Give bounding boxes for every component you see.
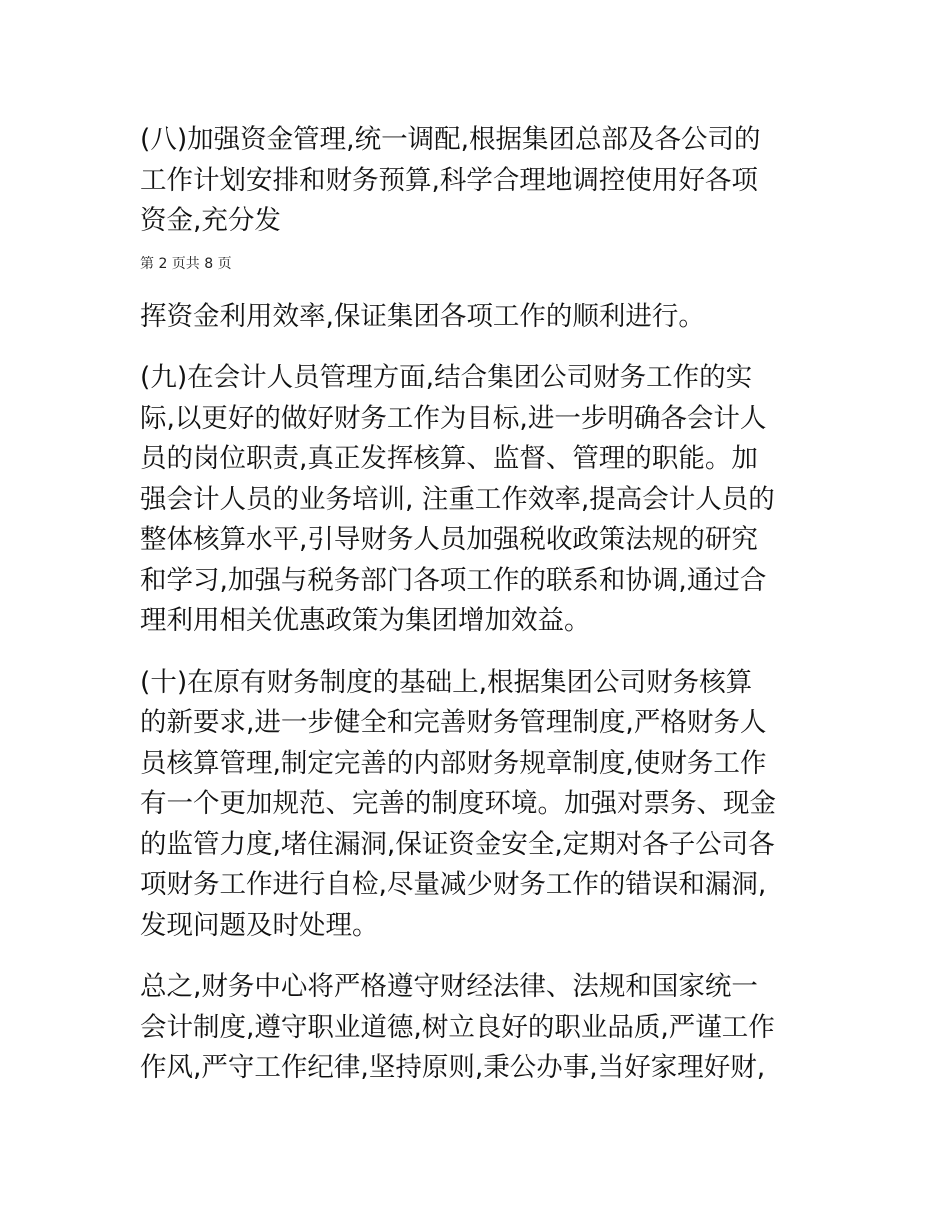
text-line: 有一个更加规范、完善的制度环境。加强对票务、现金 xyxy=(140,788,776,819)
text-line: 理利用相关优惠政策为集团增加效益。 xyxy=(140,605,591,636)
text-line: 的新要求,进一步健全和完善财务管理制度,严格财务人 xyxy=(140,707,767,738)
text-line: 作风,严守工作纪律,坚持原则,秉公办事,当好家理好财, xyxy=(140,1052,766,1083)
paragraph-8 xyxy=(140,120,820,242)
text-line: 工作计划安排和财务预算,科学合理地调控使用好各项 xyxy=(140,164,758,196)
paragraph-8-continued xyxy=(140,297,820,338)
paragraph-10 xyxy=(140,663,820,947)
text-line: (十)在原有财务制度的基础上,根据集团公司财务核算 xyxy=(140,666,753,698)
text-line: 总之,财务中心将严格遵守财经法律、法规和国家统一 xyxy=(140,971,758,1002)
document-page xyxy=(140,120,820,1089)
text-line: 员核算管理,制定完善的内部财务规章制度,使财务工作 xyxy=(140,747,767,779)
text-line: 强会计人员的业务培训, 注重工作效率,提高会计人员的 xyxy=(140,483,775,515)
text-line: 员的岗位职责,真正发挥核算、监督、管理的职能。加 xyxy=(140,443,758,474)
text-line: 挥资金利用效率,保证集团各项工作的顺利进行。 xyxy=(140,300,705,332)
text-line: 和学习,加强与税务部门各项工作的联系和协调,通过合 xyxy=(140,564,767,596)
paragraph-summary xyxy=(140,967,820,1089)
text-line: (九)在会计人员管理方面,结合集团公司财务工作的实 xyxy=(140,362,753,393)
text-line: 资金,充分发 xyxy=(140,205,281,236)
text-line: (八)加强资金管理,统一调配,根据集团总部及各公司的 xyxy=(140,124,761,155)
text-line: 整体核算水平,引导财务人员加强税收政策法规的研究 xyxy=(140,524,758,555)
paragraph-9 xyxy=(140,358,820,642)
text-line: 发现问题及时处理。 xyxy=(140,909,379,941)
text-line: 际,以更好的做好财务工作为目标,进一步明确各会计人 xyxy=(140,402,767,434)
text-line: 项财务工作进行自检,尽量减少财务工作的错误和漏洞, xyxy=(140,869,767,900)
text-line: 会计制度,遵守职业道德,树立良好的职业品质,严谨工作 xyxy=(140,1011,775,1043)
text-line: 的监管力度,堵住漏洞,保证资金安全,定期对各子公司各 xyxy=(140,828,775,860)
page-footer: 第 2 页共 8 页 xyxy=(140,255,232,272)
